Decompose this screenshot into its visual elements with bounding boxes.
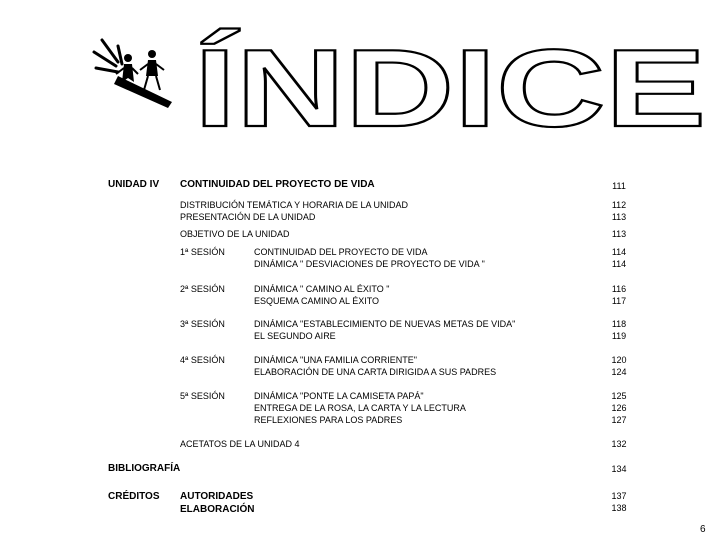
intro-line: DISTRIBUCIÓN TEMÁTICA Y HORARIA DE LA UNIDAD <box>180 200 409 210</box>
page-ref: 126 <box>611 403 627 413</box>
page-number: 6 <box>700 524 706 535</box>
session-pages <box>604 390 634 426</box>
bibliografia-label: BIBLIOGRAFÍA <box>108 463 181 474</box>
creditos-item: AUTORIDADES <box>180 491 254 502</box>
figures-on-seesaw-icon <box>88 36 180 108</box>
creditos-items <box>180 490 254 516</box>
session-label: 5ª SESIÓN <box>180 391 225 401</box>
session-label: 1ª SESIÓN <box>180 247 225 257</box>
session-item: CONTINUIDAD DEL PROYECTO DE VIDA <box>254 247 428 257</box>
page-ref: 114 <box>611 247 627 257</box>
session-label: 4ª SESIÓN <box>180 355 225 365</box>
intro-pages <box>604 199 634 223</box>
session-pages <box>604 354 634 378</box>
session-pages <box>604 318 634 342</box>
intro-line: PRESENTACIÓN DE LA UNIDAD <box>180 212 316 222</box>
unit-name: CONTINUIDAD DEL PROYECTO DE VIDA <box>180 179 375 190</box>
page-ref: 114 <box>611 259 627 269</box>
objective-page: 113 <box>611 229 627 239</box>
session-item: DINÁMICA "PONTE LA CAMISETA PAPÁ" <box>254 391 424 401</box>
session-items <box>254 354 496 378</box>
session-item: ELABORACIÓN DE UNA CARTA DIRIGIDA A SUS PADRES <box>254 367 497 377</box>
creditos-item: ELABORACIÓN <box>180 504 255 515</box>
intro-lines <box>180 199 408 223</box>
session-item: DINÁMICA " DESVIACIONES DE PROYECTO DE VIDA " <box>254 259 485 269</box>
session-pages <box>604 283 634 307</box>
session-pages <box>604 246 634 270</box>
page-ref: 137 <box>611 491 627 501</box>
page-ref: 138 <box>611 503 627 513</box>
session-label: 2ª SESIÓN <box>180 284 225 294</box>
session-item: DINÁMICA "UNA FAMILIA CORRIENTE" <box>254 355 417 365</box>
session-items <box>254 283 389 307</box>
page-ref: 113 <box>611 212 627 222</box>
page-ref: 125 <box>611 391 627 401</box>
session-items <box>254 246 485 270</box>
page-ref: 116 <box>611 284 627 294</box>
acetatos-label: ACETATOS DE LA UNIDAD 4 <box>180 439 300 449</box>
page-ref: 118 <box>611 319 627 329</box>
session-item: EL SEGUNDO AIRE <box>254 331 336 341</box>
page-title <box>188 22 712 134</box>
session-item: DINÁMICA "ESTABLECIMIENTO DE NUEVAS METAS DE VIDA" <box>254 319 516 329</box>
session-item: DINÁMICA " CAMINO AL ÉXITO " <box>254 284 390 294</box>
bibliografia-page: 134 <box>611 464 627 474</box>
session-items <box>254 318 515 342</box>
session-label: 3ª SESIÓN <box>180 319 225 329</box>
objective-label: OBJETIVO DE LA UNIDAD <box>180 229 290 239</box>
creditos-label: CRÉDITOS <box>108 491 160 502</box>
page-ref: 124 <box>611 367 627 377</box>
unit-page: 111 <box>612 181 626 191</box>
page-ref: 127 <box>611 415 627 425</box>
page-ref: 120 <box>611 355 627 365</box>
title-text: ÍNDICE <box>194 27 706 134</box>
page-ref: 119 <box>611 331 627 341</box>
page-ref: 117 <box>611 296 627 306</box>
creditos-pages <box>604 490 634 514</box>
unit-label: UNIDAD IV <box>108 179 160 190</box>
session-items <box>254 390 466 426</box>
acetatos-page: 132 <box>611 439 627 449</box>
session-item: ENTREGA DE LA ROSA, LA CARTA Y LA LECTURA <box>254 403 466 413</box>
page-ref: 112 <box>611 200 627 210</box>
session-item: REFLEXIONES PARA LOS PADRES <box>254 415 403 425</box>
session-item: ESQUEMA CAMINO AL ÉXITO <box>254 296 380 306</box>
